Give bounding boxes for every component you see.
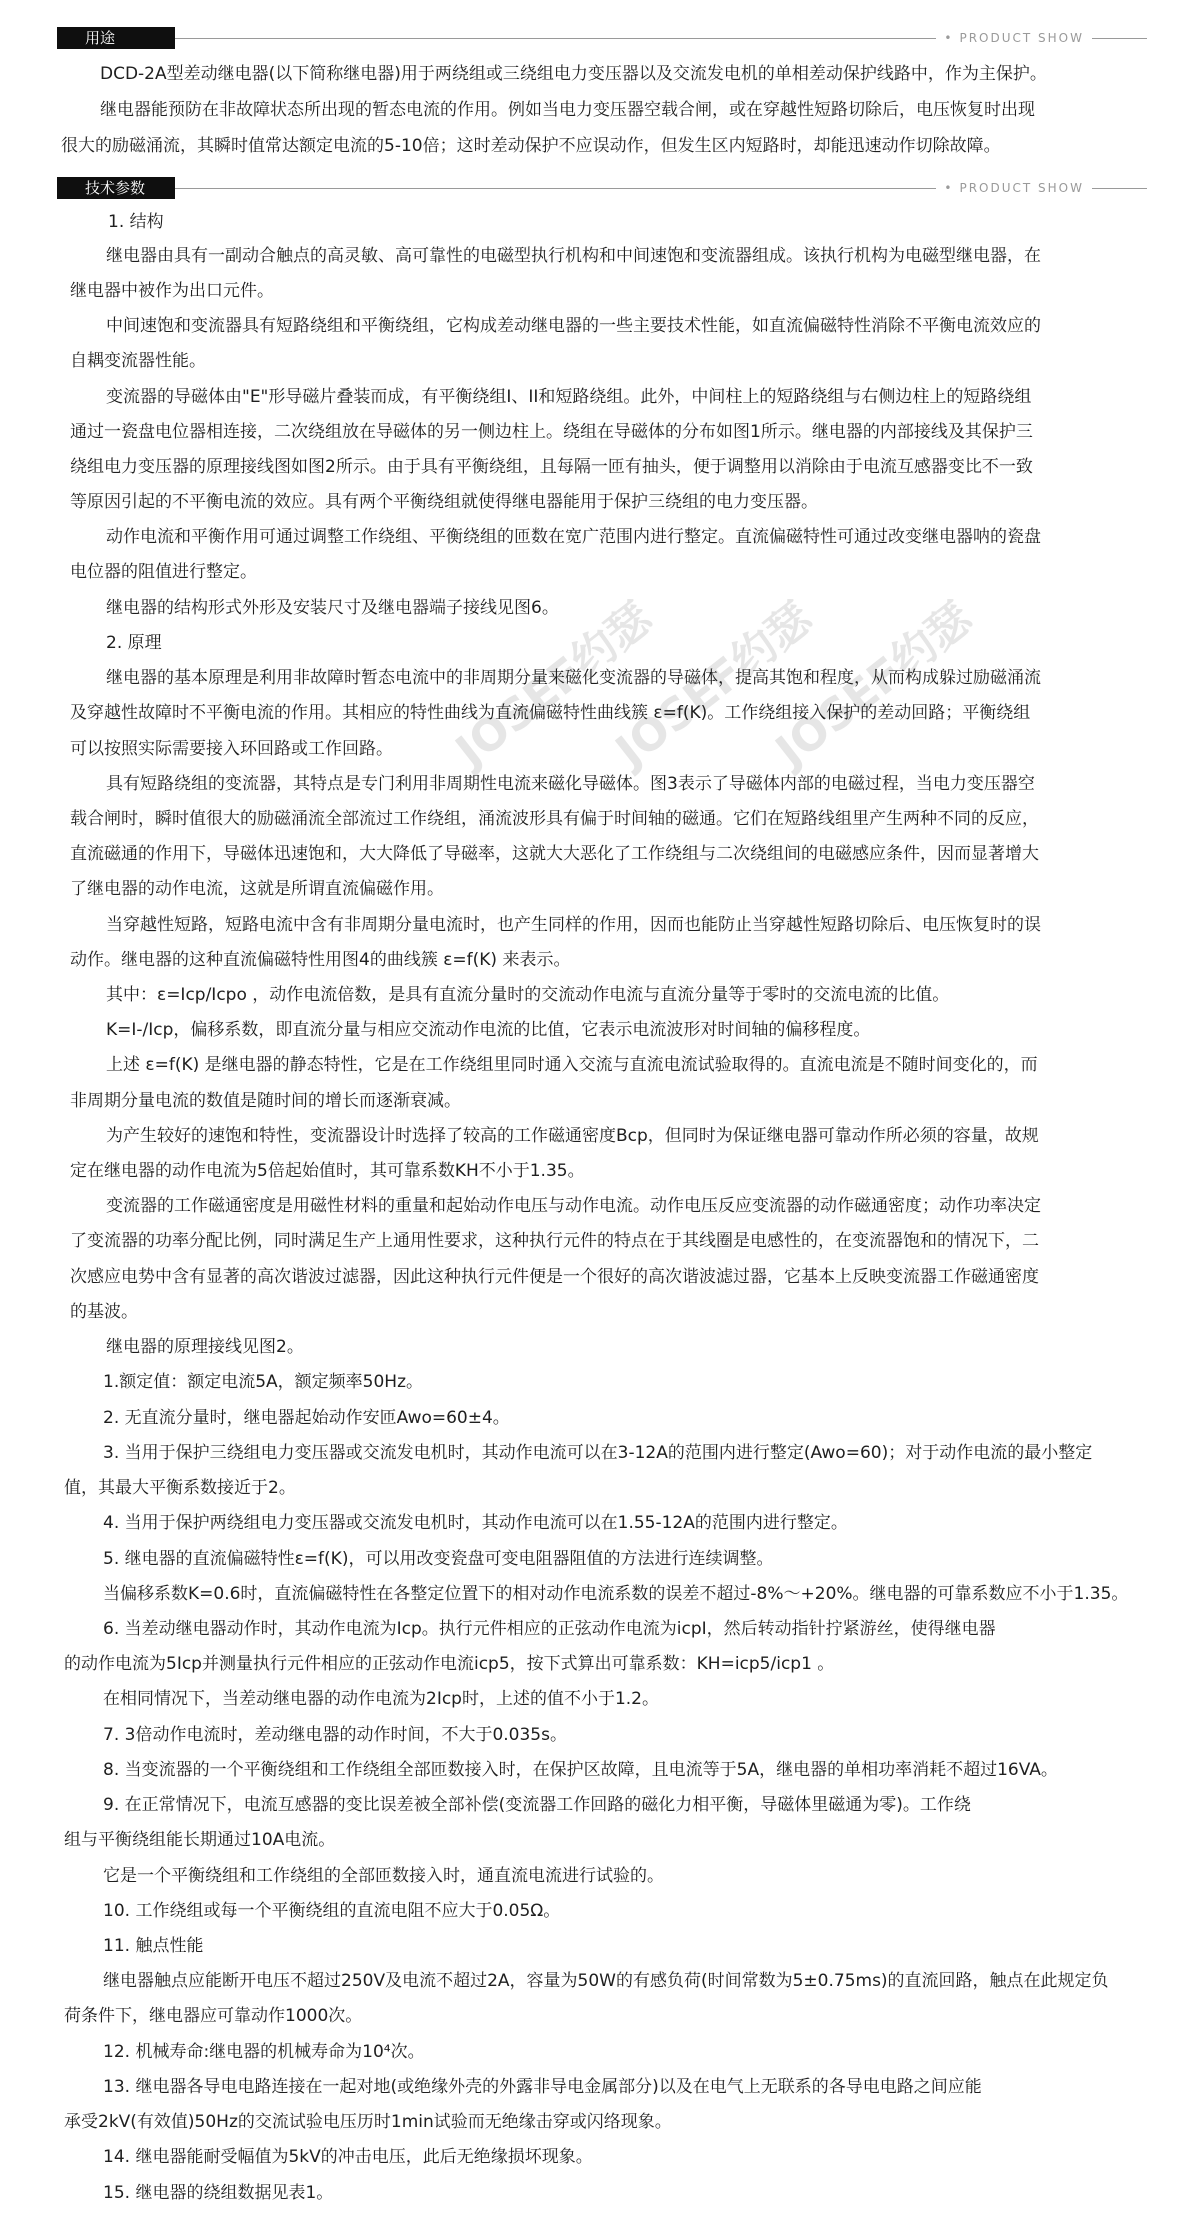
text-line: 4. 当用于保护两绕组电力变压器或交流发电机时，其动作电流可以在1.55-12A的范围内进行整定。	[103, 1513, 848, 1533]
text-line: 12. 机械寿命:继电器的机械寿命为10⁴次。	[103, 2042, 425, 2062]
text-line: 绕组电力变压器的原理接线图如图2所示。由于具有平衡绕组，且每隔一匝有抽头，便于调整用以消除由于电流互感器变比不一致	[70, 457, 1033, 477]
text-line: 14. 继电器能耐受幅值为5kV的冲击电压，此后无绝缘损坏现象。	[103, 2147, 593, 2167]
text-line: 为产生较好的速饱和特性，变流器设计时选择了较高的工作磁通密度Bcp，但同时为保证继电器可靠动作所必须的容量，故规	[106, 1126, 1039, 1146]
text-line: 9. 在正常情况下，电流互感器的变比误差被全部补偿(变流器工作回路的磁化力相平衡，导磁体里磁通为零)。工作绕	[103, 1795, 971, 1815]
text-line: 继电器的基本原理是利用非故障时暂态电流中的非周期分量来磁化变流器的导磁体，提高其饱和程度，从而构成躲过励磁涌流	[106, 668, 1041, 688]
text-line: 的动作电流为5Icp并测量执行元件相应的正弦动作电流icp5，按下式算出可靠系数：KH=icp5/icp1 。	[64, 1654, 835, 1674]
text-line: 次感应电势中含有显著的高次谐波过滤器，因此这种执行元件便是一个很好的高次谐波滤过器，它基本上反映变流器工作磁通密度	[70, 1267, 1039, 1287]
text-line: 7. 3倍动作电流时，差动继电器的动作时间，不大于0.035s。	[103, 1725, 567, 1745]
text-line: K=I-/Icp，偏移系数，即直流分量与相应交流动作电流的比值，它表示电流波形对时间轴的偏移程度。	[106, 1020, 871, 1040]
text-line: 了变流器的功率分配比例，同时满足生产上通用性要求，这种执行元件的特点在于其线圈是电感性的，在变流器饱和的情况下，二	[70, 1231, 1039, 1251]
watermark-1: JOSEF约瑟	[446, 592, 663, 777]
text-line: 了继电器的动作电流，这就是所谓直流偏磁作用。	[70, 879, 444, 899]
section-header-usage	[57, 27, 1147, 49]
text-line: 变流器的导磁体由"E"形导磁片叠装而成，有平衡绕组I、II和短路绕组。此外，中间柱上的短路绕组与右侧边柱上的短路绕组	[106, 387, 1032, 407]
text-line: 当穿越性短路，短路电流中含有非周期分量电流时，也产生同样的作用，因而也能防止当穿越性短路切除后、电压恢复时的误	[106, 915, 1041, 935]
text-line: 动作电流和平衡作用可通过调整工作绕组、平衡绕组的匝数在宽广范围内进行整定。直流偏磁特性可通过改变继电器呐的瓷盘	[106, 527, 1041, 547]
text-line: 10. 工作绕组或每一个平衡绕组的直流电阻不应大于0.05Ω。	[103, 1901, 561, 1921]
text-line: 1.额定值：额定电流5A，额定频率50Hz。	[103, 1372, 424, 1392]
section-title-tech: 技术参数	[57, 177, 175, 199]
text-line: 定在继电器的动作电流为5倍起始值时，其可靠系数KH不小于1.35。	[70, 1161, 585, 1181]
text-line: 当偏移系数K=0.6时，直流偏磁特性在各整定位置下的相对动作电流系数的误差不超过-8%～+20%。继电器的可靠系数应不小于1.35。	[103, 1584, 1129, 1604]
text-line: 继电器能预防在非故障状态所出现的暂态电流的作用。例如当电力变压器空载合闸，或在穿越性短路切除后，电压恢复时出现	[100, 100, 1035, 120]
watermark-2: JOSEF约瑟	[606, 592, 823, 777]
text-line: 8. 当变流器的一个平衡绕组和工作绕组全部匝数接入时，在保护区故障，且电流等于5A，继电器的单相功率消耗不超过16VA。	[103, 1760, 1058, 1780]
text-line: 3. 当用于保护三绕组电力变压器或交流发电机时，其动作电流可以在3-12A的范围内进行整定(Awo=60)；对于动作电流的最小整定	[103, 1443, 1093, 1463]
text-line: 继电器触点应能断开电压不超过250V及电流不超过2A，容量为50W的有感负荷(时间常数为5±0.75ms)的直流回路，触点在此规定负	[103, 1971, 1109, 1991]
section-title-usage: 用途	[57, 27, 175, 49]
section-header-tech	[57, 177, 1147, 199]
text-line: 载合闸时，瞬时值很大的励磁涌流全部流过工作绕组，涌流波形具有偏于时间轴的磁通。它们在短路线组里产生两种不同的反应，	[70, 809, 1039, 829]
text-line: 承受2kV(有效值)50Hz的交流试验电压历时1min试验而无绝缘击穿或闪络现象。	[64, 2112, 672, 2132]
text-line: 电位器的阻值进行整定。	[70, 562, 257, 582]
text-line: 在相同情况下，当差动继电器的动作电流为2Icp时，上述的值不小于1.2。	[103, 1689, 660, 1709]
product-show-label: • PRODUCT SHOW	[936, 180, 1092, 196]
text-line: 2. 原理	[106, 633, 162, 653]
text-line: 可以按照实际需要接入环回路或工作回路。	[70, 739, 393, 759]
text-line: 继电器由具有一副动合触点的高灵敏、高可靠性的电磁型执行机构和中间速饱和变流器组成。该执行机构为电磁型继电器，在	[106, 246, 1041, 266]
text-line: 变流器的工作磁通密度是用磁性材料的重量和起始动作电压与动作电流。动作电压反应变流器的动作磁通密度；动作功率决定	[106, 1196, 1041, 1216]
text-line: 荷条件下，继电器应可靠动作1000次。	[64, 2006, 363, 2026]
text-line: 组与平衡绕组能长期通过10A电流。	[64, 1830, 336, 1850]
text-line: DCD-2A型差动继电器(以下简称继电器)用于两绕组或三绕组电力变压器以及交流发电机的单相差动保护线路中，作为主保护。	[100, 64, 1047, 84]
text-line: 15. 继电器的绕组数据见表1。	[103, 2183, 334, 2203]
text-line: 通过一瓷盘电位器相连接，二次绕组放在导磁体的另一侧边柱上。绕组在导磁体的分布如图1所示。继电器的内部接线及其保护三	[70, 422, 1033, 442]
text-line: 13. 继电器各导电电路连接在一起对地(或绝缘外壳的外露非导电金属部分)以及在电气上无联系的各导电电路之间应能	[103, 2077, 982, 2097]
text-line: 6. 当差动继电器动作时，其动作电流为Icp。执行元件相应的正弦动作电流为icpI，然后转动指针拧紧游丝，使得继电器	[103, 1619, 996, 1639]
text-line: 11. 触点性能	[103, 1936, 204, 1956]
watermark-3: JOSEF约瑟	[766, 592, 983, 777]
text-line: 具有短路绕组的变流器，其特点是专门利用非周期性电流来磁化导磁体。图3表示了导磁体内部的电磁过程，当电力变压器空	[106, 774, 1035, 794]
text-line: 继电器的原理接线见图2。	[106, 1337, 304, 1357]
text-line: 1. 结构	[108, 212, 164, 232]
text-line: 的基波。	[70, 1302, 138, 1322]
product-show-label: • PRODUCT SHOW	[936, 30, 1092, 46]
text-line: 5. 继电器的直流偏磁特性ε=f(K)，可以用改变瓷盘可变电阻器阻值的方法进行连续调整。	[103, 1549, 774, 1569]
text-line: 等原因引起的不平衡电流的效应。具有两个平衡绕组就使得继电器能用于保护三绕组的电力变压器。	[70, 492, 818, 512]
text-line: 及穿越性故障时不平衡电流的作用。其相应的特性曲线为直流偏磁特性曲线簇 ε=f(K)。工作绕组接入保护的差动回路；平衡绕组	[70, 703, 1031, 723]
text-line: 上述 ε=f(K) 是继电器的静态特性，它是在工作绕组里同时通入交流与直流电流试验取得的。直流电流是不随时间变化的，而	[106, 1055, 1038, 1075]
text-line: 值，其最大平衡系数接近于2。	[64, 1478, 296, 1498]
text-line: 继电器的结构形式外形及安装尺寸及继电器端子接线见图6。	[106, 598, 559, 618]
text-line: 继电器中被作为出口元件。	[70, 281, 274, 301]
text-line: 其中：ε=Icp/Icpo ，动作电流倍数，是具有直流分量时的交流动作电流与直流分量等于零时的交流电流的比值。	[106, 985, 950, 1005]
text-line: 中间速饱和变流器具有短路绕组和平衡绕组，它构成差动继电器的一些主要技术性能，如直流偏磁特性消除不平衡电流效应的	[106, 316, 1041, 336]
text-line: 2. 无直流分量时，继电器起始动作安匝Awo=60±4。	[103, 1408, 510, 1428]
text-line: 很大的励磁涌流，其瞬时值常达额定电流的5-10倍；这时差动保护不应误动作，但发生区内短路时，却能迅速动作切除故障。	[61, 136, 1001, 156]
text-line: 动作。继电器的这种直流偏磁特性用图4的曲线簇 ε=f(K) 来表示。	[70, 950, 571, 970]
text-line: 自耦变流器性能。	[70, 351, 206, 371]
text-line: 它是一个平衡绕组和工作绕组的全部匝数接入时，通直流电流进行试验的。	[103, 1866, 664, 1886]
text-line: 非周期分量电流的数值是随时间的增长而逐渐衰减。	[70, 1091, 461, 1111]
text-line: 直流磁通的作用下，导磁体迅速饱和，大大降低了导磁率，这就大大恶化了工作绕组与二次绕组间的电磁感应条件，因而显著增大	[70, 844, 1039, 864]
